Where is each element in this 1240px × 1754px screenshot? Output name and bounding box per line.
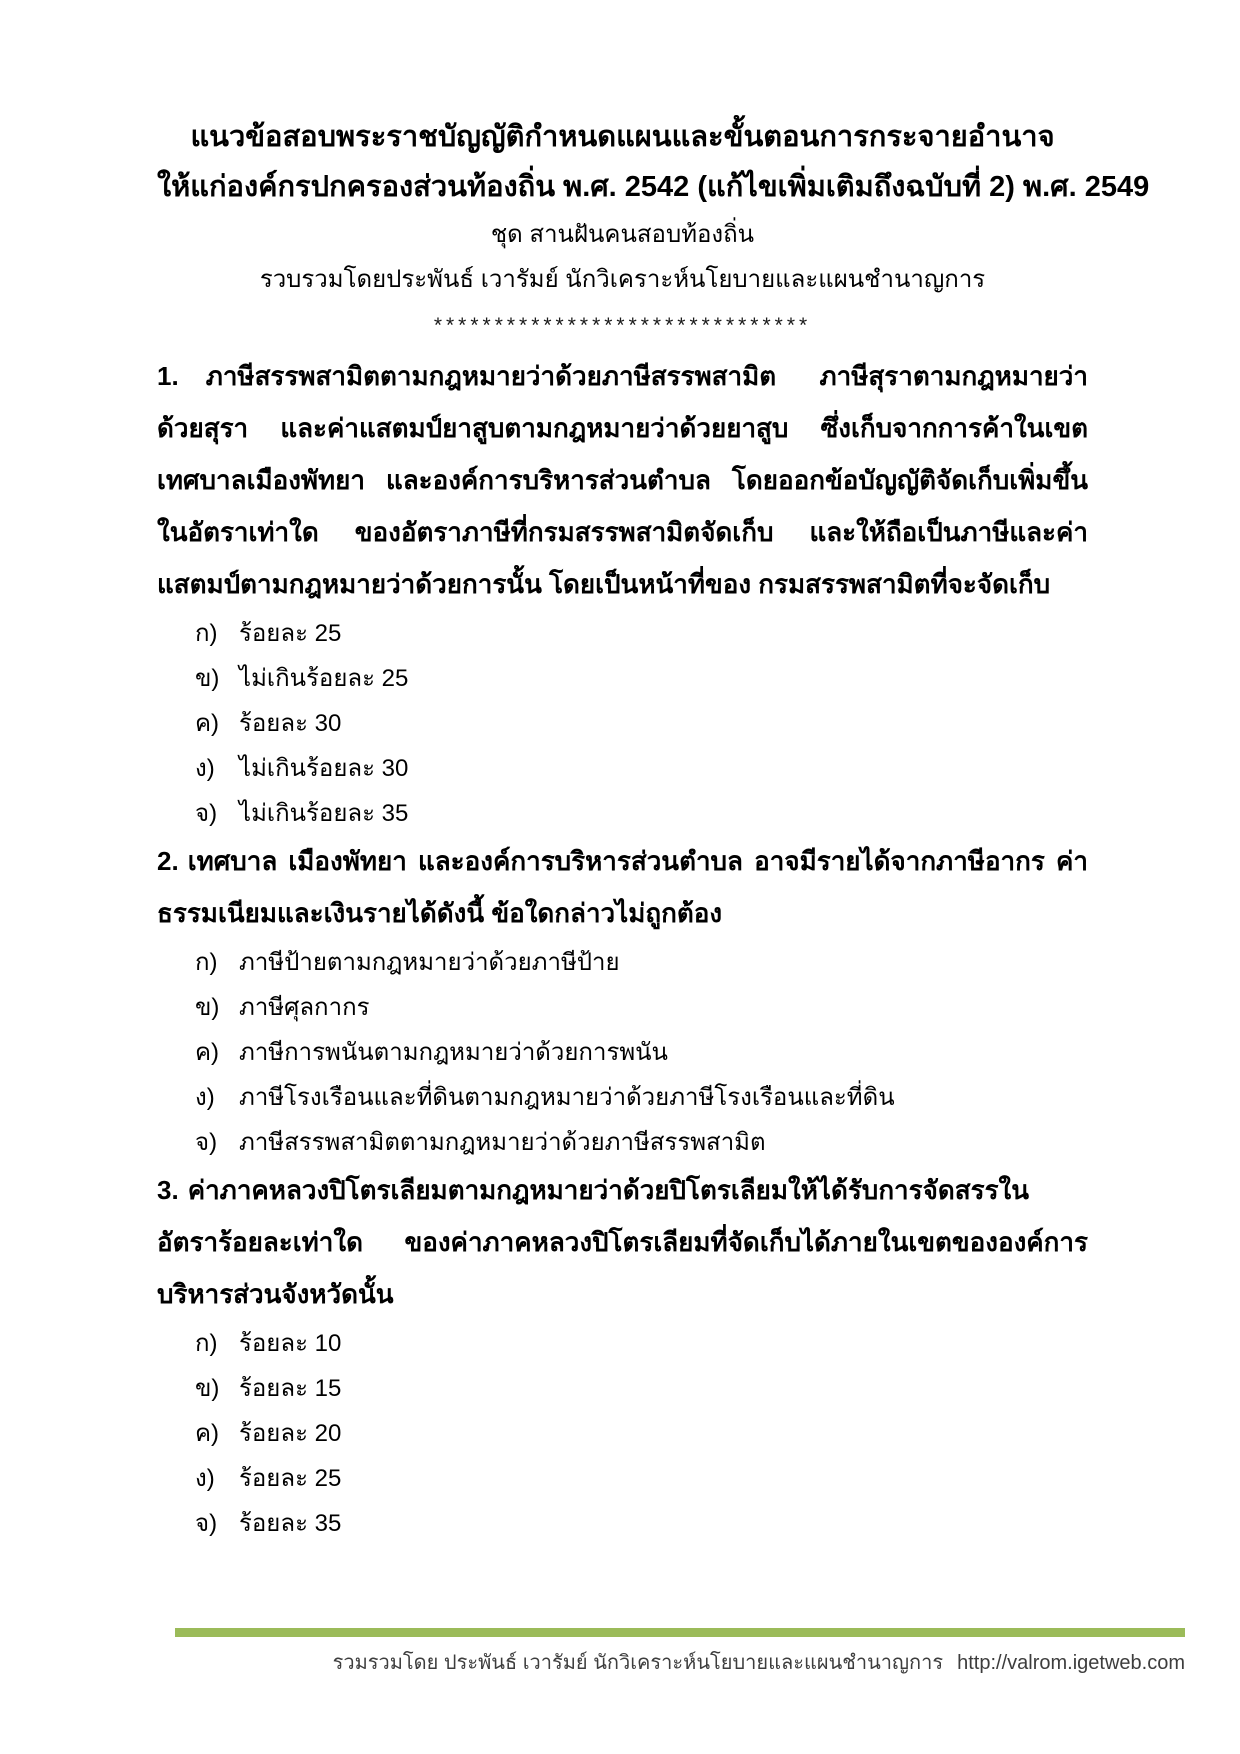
question-2 (157, 835, 1088, 1164)
choice-key: จ) (195, 1510, 218, 1537)
choice-key: ค) (195, 710, 220, 737)
choice-text: ภาษีสรรพสามิตตามกฎหมายว่าด้วยภาษีสรรพสามิต (239, 1129, 766, 1156)
question-3-body: ค่าภาคหลวงปิโตรเลียมตามกฎหมายว่าด้วยปิโตรเลียมให้ได้รับการจัดสรรในอัตราร้อยละเท่าใด ของค่าภาคหลวงปิโตรเลียมที่จัดเก็บได้ภายในเขตขององค์การบริหารส่วนจังหวัดนั้น (157, 1175, 1088, 1309)
choice-key: ข) (195, 1375, 220, 1402)
choice-text: ร้อยละ 30 (239, 710, 342, 737)
question-3-number: 3. (157, 1175, 179, 1205)
choice-text: ไม่เกินร้อยละ 25 (239, 665, 409, 692)
doc-title-line2: ให้แก่องค์กรปกครองส่วนท้องถิ่น พ.ศ. 2542 (แก้ไขเพิ่มเติมถึงฉบับที่ 2) พ.ศ. 2549 (157, 171, 1150, 203)
choice-row (157, 1410, 1088, 1455)
doc-title-line1: แนวข้อสอบพระราชบัญญัติกำหนดแผนและขั้นตอนการกระจายอำนาจ (190, 121, 1055, 153)
choice-row (157, 790, 1088, 835)
doc-byline: รวบรวมโดยประพันธ์ เวารัมย์ นักวิเคราะห์นโยบายและแผนชำนาญการ (259, 266, 986, 293)
choice-row (157, 1029, 1088, 1074)
choice-key: ก) (195, 620, 218, 647)
choice-text: ภาษีโรงเรือนและที่ดินตามกฎหมายว่าด้วยภาษีโรงเรือนและที่ดิน (239, 1084, 895, 1111)
question-3-choices (157, 1320, 1088, 1545)
page-footer (333, 1648, 1185, 1678)
question-2-number: 2. (157, 846, 179, 876)
choice-row (157, 1455, 1088, 1500)
choice-row (157, 655, 1088, 700)
choice-row (157, 1365, 1088, 1410)
choice-row (157, 1500, 1088, 1545)
choice-key: ง) (195, 755, 215, 782)
choice-text: ร้อยละ 15 (239, 1375, 342, 1402)
choice-text: ภาษีป้ายตามกฎหมายว่าด้วยภาษีป้าย (239, 949, 620, 976)
choice-text: ร้อยละ 25 (239, 620, 342, 647)
choice-row (157, 984, 1088, 1029)
question-2-text (157, 835, 1088, 939)
choice-text: ร้อยละ 10 (239, 1330, 342, 1357)
choice-key: ข) (195, 665, 220, 692)
choice-text: ร้อยละ 25 (239, 1465, 342, 1492)
question-1 (157, 350, 1088, 835)
choice-row (157, 939, 1088, 984)
choice-text: ร้อยละ 35 (239, 1510, 342, 1537)
choice-key: ก) (195, 949, 218, 976)
question-2-body: เทศบาล เมืองพัทยา และองค์การบริหารส่วนตำบล อาจมีรายได้จากภาษีอากร ค่าธรรมเนียมและเงินรายได้ดังนี้ ข้อใดกล่าวไม่ถูกต้อง (157, 846, 1088, 928)
choice-row (157, 1320, 1088, 1365)
doc-subtitle: ชุด สานฝันคนสอบท้องถิ่น (490, 221, 755, 248)
choice-key: ง) (195, 1465, 215, 1492)
choice-key: จ) (195, 1129, 218, 1156)
choice-key: ค) (195, 1039, 220, 1066)
footer-url: http://valrom.igetweb.com (957, 1652, 1185, 1674)
choice-key: ก) (195, 1330, 218, 1357)
choice-text: ภาษีศุลกากร (239, 994, 370, 1021)
choice-row (157, 1119, 1088, 1164)
question-1-text (157, 350, 1088, 610)
choice-key: จ) (195, 800, 218, 827)
choice-key: ค) (195, 1420, 220, 1447)
choice-row (157, 1074, 1088, 1119)
choice-text: ภาษีการพนันตามกฎหมายว่าด้วยการพนัน (239, 1039, 668, 1066)
footer-credit: รวมรวมโดย ประพันธ์ เวารัมย์ นักวิเคราะห์นโยบายและแผนชำนาญการ (332, 1652, 944, 1674)
choice-row (157, 700, 1088, 745)
footer-divider-bar (175, 1628, 1185, 1637)
question-3-text (157, 1164, 1088, 1320)
question-1-number: 1. (157, 361, 179, 391)
question-1-body: ภาษีสรรพสามิตตามกฎหมายว่าด้วยภาษีสรรพสามิต ภาษีสุราตามกฎหมายว่าด้วยสุรา และค่าแสตมป์ยาสูบตามกฎหมายว่าด้วยยาสูบ ซึ่งเก็บจากการค้าในเขตเทศบาลเมืองพัทยา และองค์การบริหารส่วนตำบล โดยออกข้อบัญญัติจัดเก็บเพิ่มขึ้นในอัตราเท่าใด ของอัตราภาษีที่กรมสรรพสามิตจัดเก็บ และให้ถือเป็นภาษีและค่าแสตมป์ตามกฎหมายว่าด้วยการนั้น โดยเป็นหน้าที่ของ กรมสรรพสามิตที่จะจัดเก็บ (157, 361, 1088, 599)
choice-text: ร้อยละ 20 (239, 1420, 342, 1447)
choice-row (157, 745, 1088, 790)
asterisk-separator: ******************************* (433, 314, 812, 337)
question-3 (157, 1164, 1088, 1545)
document-header (157, 112, 1150, 350)
question-1-choices (157, 610, 1088, 835)
choice-text: ไม่เกินร้อยละ 30 (239, 755, 409, 782)
choice-row (157, 610, 1088, 655)
choice-key: ข) (195, 994, 220, 1021)
choice-text: ไม่เกินร้อยละ 35 (239, 800, 409, 827)
question-2-choices (157, 939, 1088, 1164)
choice-key: ง) (195, 1084, 215, 1111)
